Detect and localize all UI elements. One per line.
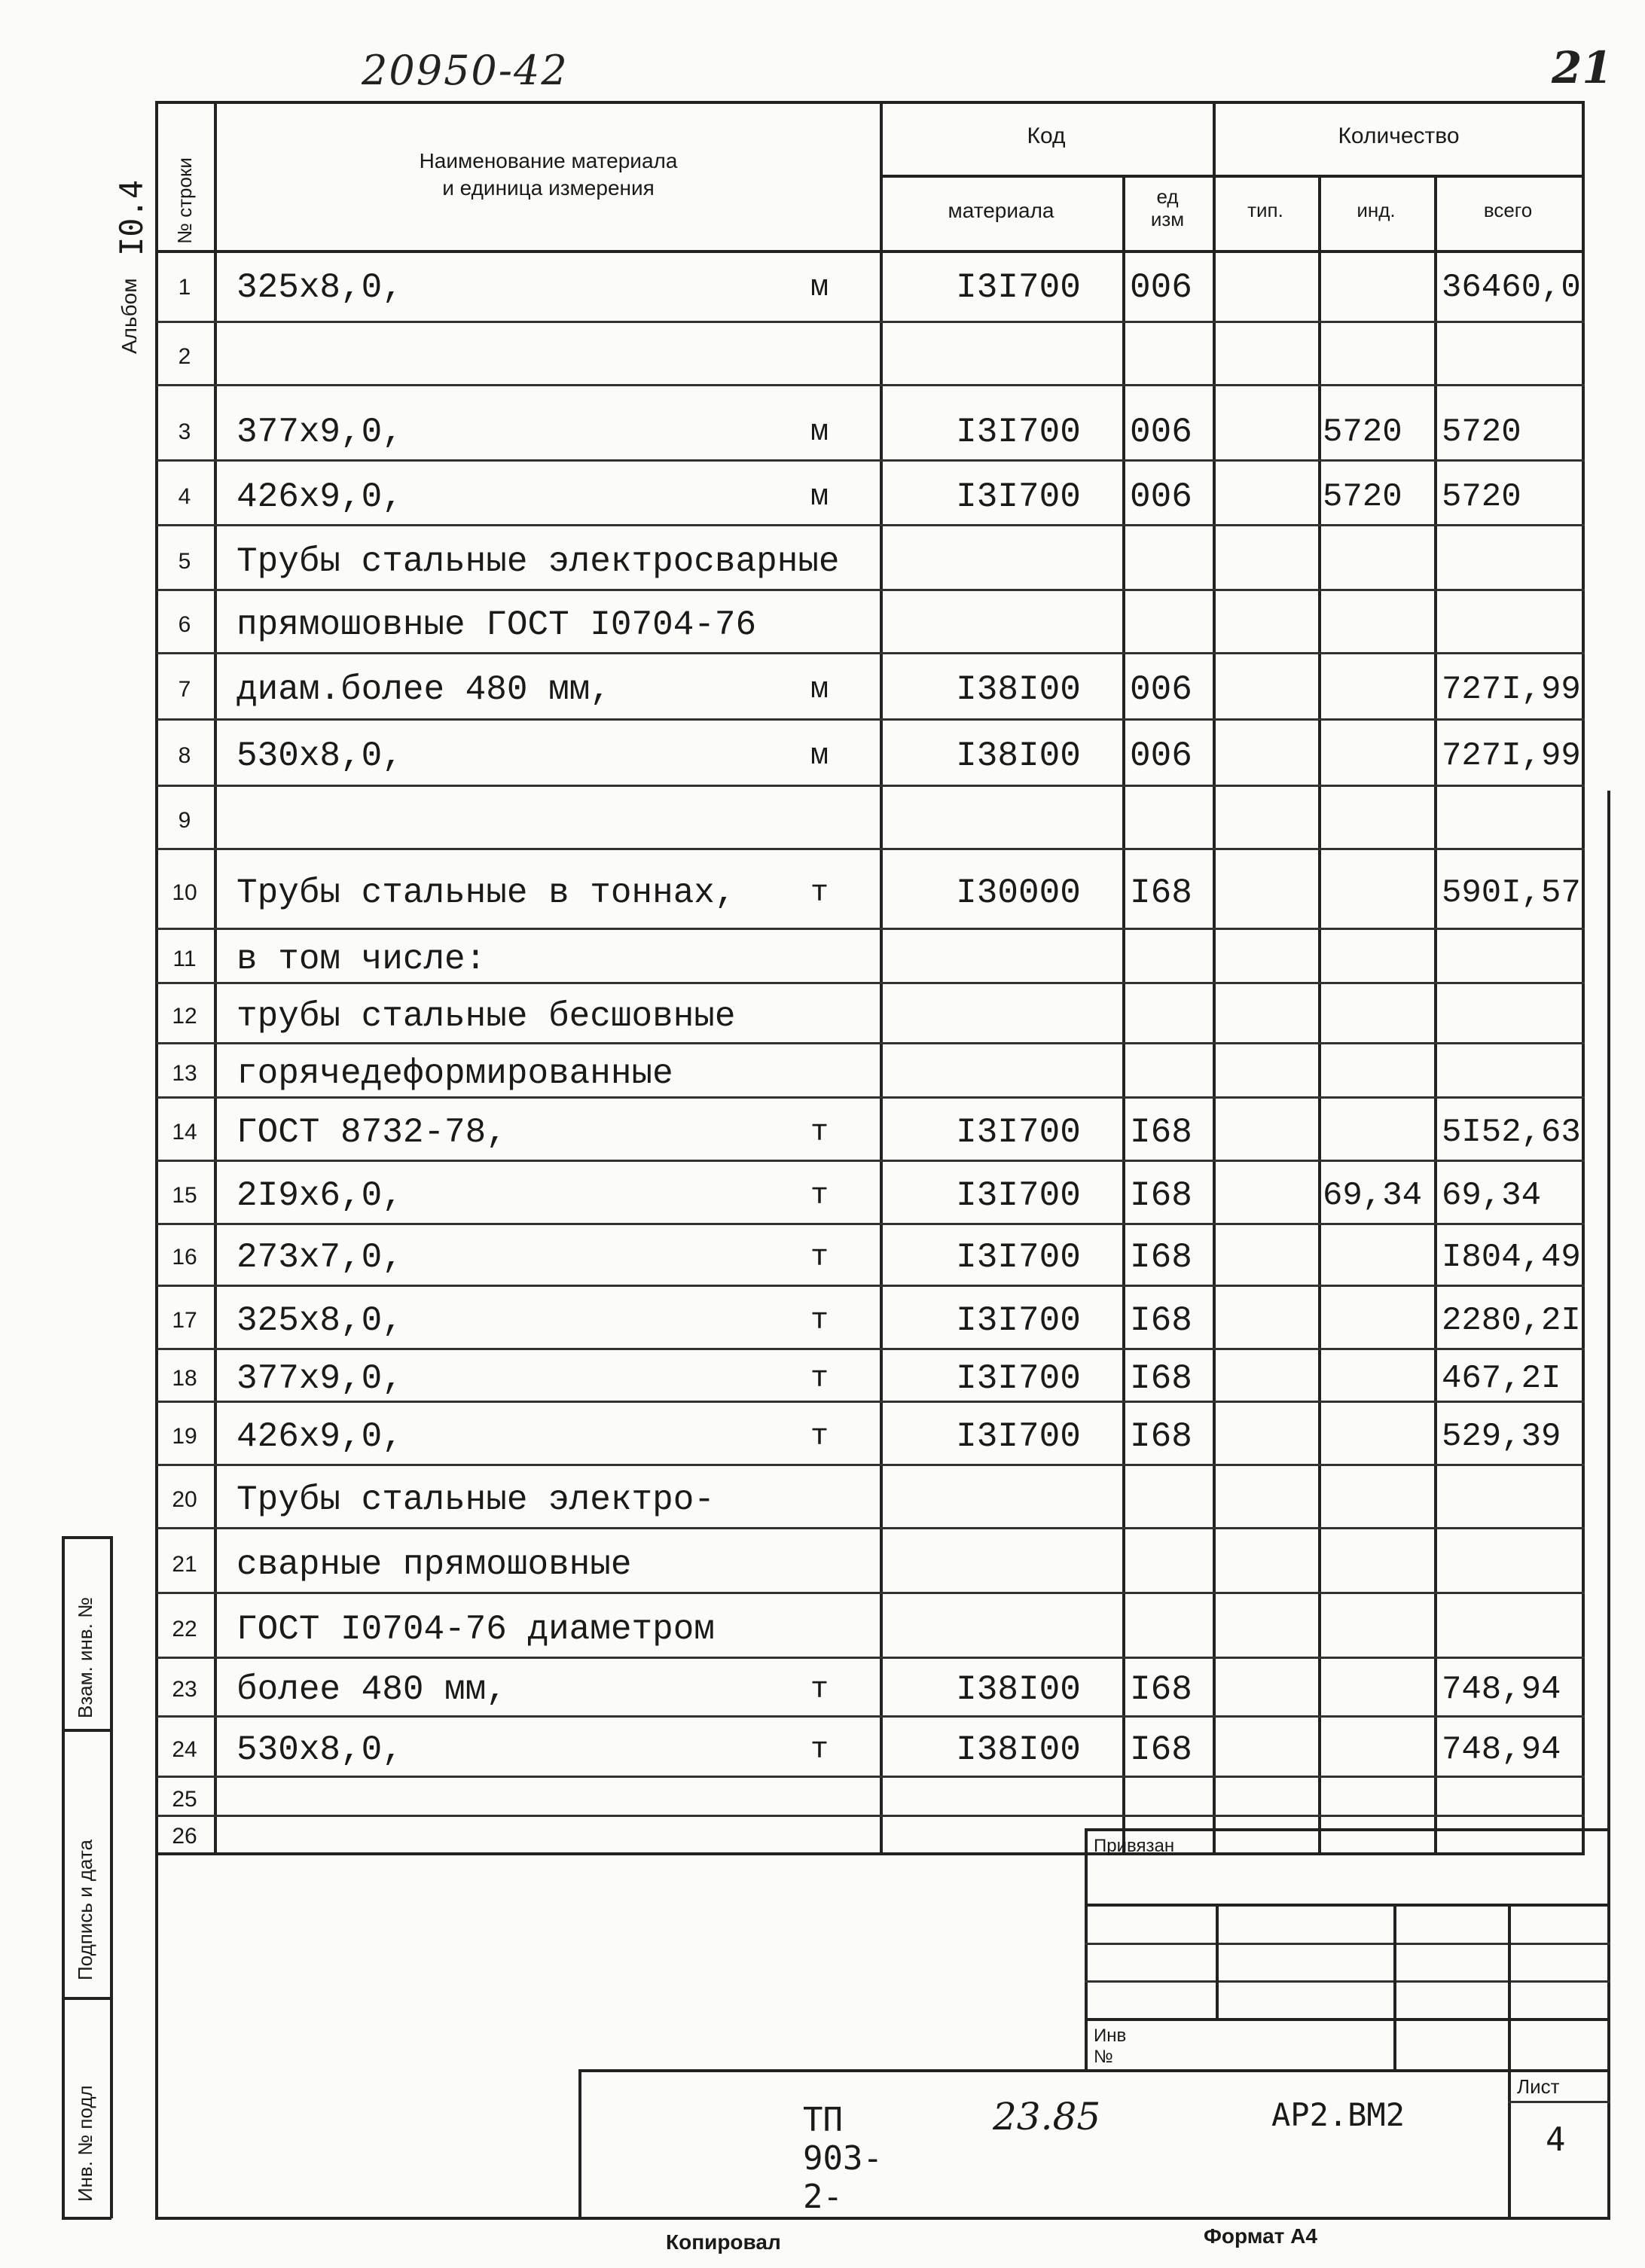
material-name: Трубы стальные в тоннах, xyxy=(237,873,736,913)
quantity-individual xyxy=(1320,1102,1434,1163)
doc-code-prefix: ТП 903-2- xyxy=(803,2101,883,2216)
table-row xyxy=(157,658,1585,721)
row-number: 7 xyxy=(178,677,191,702)
table-row xyxy=(157,251,1585,324)
quantity-individual xyxy=(1320,855,1434,931)
material-code xyxy=(913,595,1124,655)
table-row xyxy=(157,724,1585,788)
material-code xyxy=(913,1535,1124,1595)
unit xyxy=(797,1470,842,1530)
unit xyxy=(797,327,842,387)
material-name: 530х8,0, xyxy=(237,736,403,776)
unit-code: 006 xyxy=(1130,736,1192,776)
unit: т xyxy=(810,1672,829,1707)
table-row xyxy=(157,1782,1585,1818)
unit-code: 006 xyxy=(1130,670,1192,709)
table-row xyxy=(157,1048,1585,1099)
material-name: 377х9,0, xyxy=(237,413,403,452)
quantity-total xyxy=(1437,327,1589,387)
material-code xyxy=(913,1821,1124,1852)
quantity-individual: 5720 xyxy=(1323,478,1402,516)
table-row xyxy=(157,1102,1585,1163)
row-divider xyxy=(157,1592,1585,1594)
material-code xyxy=(913,532,1124,592)
row-divider xyxy=(157,384,1585,386)
material-name: 325х8,0, xyxy=(237,1301,403,1340)
row-number: 6 xyxy=(178,612,191,637)
unit-code xyxy=(1122,934,1220,985)
stamp-privyazan: Привязан xyxy=(1094,1836,1175,1856)
material-code: I38I00 xyxy=(956,736,1081,776)
material-name: горячедеформированные xyxy=(237,1054,673,1093)
margin-sign-date: Подпись и дата xyxy=(74,1839,96,1980)
quantity-total: 748,94 xyxy=(1442,1731,1561,1769)
quantity-individual xyxy=(1320,327,1434,387)
unit: т xyxy=(810,1178,829,1213)
unit: м xyxy=(810,672,829,707)
quantity-total: 727I,99 xyxy=(1442,737,1581,775)
material-name: трубы стальные бесшовные xyxy=(237,997,736,1036)
material-code: I3I700 xyxy=(956,268,1081,307)
material-code xyxy=(913,1599,1124,1660)
table-row xyxy=(157,1721,1585,1779)
quantity-individual xyxy=(1320,1048,1434,1099)
material-name xyxy=(237,791,847,851)
quantity-total: 727I,99 xyxy=(1442,671,1581,709)
table-row xyxy=(157,532,1585,592)
row-number: 3 xyxy=(178,419,191,444)
material-code: I3I700 xyxy=(956,1176,1081,1215)
material-name: Трубы стальные электросварные xyxy=(237,542,840,581)
footer-format: Формат А4 xyxy=(1204,2224,1317,2248)
quantity-individual xyxy=(1320,251,1434,324)
material-code xyxy=(913,1470,1124,1530)
table-row xyxy=(157,988,1585,1045)
unit-code xyxy=(1122,327,1220,387)
row-number: 18 xyxy=(172,1366,197,1391)
footer-copied: Копировал xyxy=(666,2230,781,2254)
stamp-inv-no: Инв № xyxy=(1094,2026,1127,2067)
quantity-individual xyxy=(1320,1354,1434,1404)
unit-code xyxy=(1122,1470,1220,1530)
table-row xyxy=(157,1227,1585,1288)
quantity-total xyxy=(1437,791,1589,851)
table-row xyxy=(157,327,1585,387)
quantity-total: 590I,57 xyxy=(1442,874,1581,912)
row-divider xyxy=(157,928,1585,930)
unit-code xyxy=(1122,595,1220,655)
unit xyxy=(797,595,842,655)
row-divider xyxy=(157,1815,1585,1817)
unit: т xyxy=(810,1419,829,1454)
unit: м xyxy=(810,739,829,773)
quantity-individual xyxy=(1320,1535,1434,1595)
quantity-individual xyxy=(1320,1821,1434,1852)
material-name: 377х9,0, xyxy=(237,1359,403,1398)
material-name: 273х7,0, xyxy=(237,1238,403,1277)
quantity-total: 5720 xyxy=(1442,413,1521,451)
quantity-total xyxy=(1437,1535,1589,1595)
quantity-individual xyxy=(1320,934,1434,985)
row-number: 2 xyxy=(178,344,191,369)
margin-inv-vzam: Взам. инв. № xyxy=(74,1596,96,1718)
sheet-code: АР2.ВМ2 xyxy=(1271,2096,1405,2133)
quantity-individual xyxy=(1320,532,1434,592)
material-code xyxy=(913,327,1124,387)
header-quantity: Количество xyxy=(1338,123,1460,148)
material-code xyxy=(913,791,1124,851)
material-code xyxy=(913,1782,1124,1818)
material-code: I3I700 xyxy=(956,1359,1081,1398)
unit-code: I68 xyxy=(1130,1301,1192,1340)
unit: м xyxy=(810,270,829,305)
archive-number: 20950-42 xyxy=(362,47,569,94)
material-code xyxy=(913,934,1124,985)
unit xyxy=(797,988,842,1045)
quantity-individual xyxy=(1320,1782,1434,1818)
unit xyxy=(797,1821,842,1852)
unit-code: I68 xyxy=(1130,1417,1192,1456)
table-row xyxy=(157,467,1585,527)
table-row xyxy=(157,1661,1585,1718)
table-row xyxy=(157,1599,1585,1660)
row-divider xyxy=(157,524,1585,526)
row-number: 10 xyxy=(172,880,197,905)
material-name xyxy=(237,327,847,387)
table-row xyxy=(157,1407,1585,1467)
table-row xyxy=(157,595,1585,655)
material-name: ГОСТ 8732-78, xyxy=(237,1113,507,1152)
unit-code: I68 xyxy=(1130,1670,1192,1709)
quantity-individual xyxy=(1320,791,1434,851)
quantity-total xyxy=(1437,1821,1589,1852)
material-name xyxy=(237,1782,847,1818)
quantity-individual xyxy=(1320,1470,1434,1530)
unit-code xyxy=(1122,988,1220,1045)
row-divider xyxy=(157,982,1585,984)
row-number: 15 xyxy=(172,1183,197,1208)
unit xyxy=(797,1535,842,1595)
row-number: 14 xyxy=(172,1120,197,1145)
header-code: Код xyxy=(1027,123,1066,148)
quantity-individual xyxy=(1320,658,1434,721)
material-code: I38I00 xyxy=(956,1670,1081,1709)
row-number: 11 xyxy=(172,947,197,971)
quantity-total: 69,34 xyxy=(1442,1177,1542,1215)
material-name: 325х8,0, xyxy=(237,268,403,307)
unit xyxy=(797,532,842,592)
unit: т xyxy=(810,876,829,910)
unit-code: I68 xyxy=(1130,1730,1192,1770)
sheet-number: 4 xyxy=(1546,2120,1566,2159)
unit-code: 006 xyxy=(1130,413,1192,452)
quantity-individual xyxy=(1320,595,1434,655)
row-divider xyxy=(157,652,1585,654)
row-divider xyxy=(157,1401,1585,1403)
quantity-total xyxy=(1437,988,1589,1045)
margin-inv-podl: Инв. № подл xyxy=(74,2085,96,2202)
row-divider xyxy=(157,589,1585,591)
unit-code: I68 xyxy=(1130,1359,1192,1398)
material-code: I38I00 xyxy=(956,1730,1081,1770)
unit-code xyxy=(1122,791,1220,851)
row-divider xyxy=(157,848,1585,850)
row-divider xyxy=(157,1223,1585,1225)
table-row xyxy=(157,1291,1585,1351)
row-number: 13 xyxy=(172,1061,197,1086)
quantity-individual xyxy=(1320,724,1434,788)
unit-code xyxy=(1122,1599,1220,1660)
table-row xyxy=(157,855,1585,931)
material-code xyxy=(913,1048,1124,1099)
row-divider xyxy=(157,1527,1585,1529)
quantity-individual xyxy=(1320,1599,1434,1660)
quantity-total xyxy=(1437,1470,1589,1530)
row-number: 21 xyxy=(172,1552,197,1577)
quantity-total: 529,39 xyxy=(1442,1418,1561,1456)
material-name: диам.более 480 мм, xyxy=(237,670,611,709)
row-number: 16 xyxy=(172,1245,197,1270)
row-divider xyxy=(157,1042,1585,1044)
row-divider xyxy=(157,1096,1585,1099)
quantity-individual xyxy=(1320,988,1434,1045)
unit: т xyxy=(810,1240,829,1275)
material-name: прямошовные ГОСТ I0704-76 xyxy=(237,605,757,645)
unit xyxy=(797,1782,842,1818)
material-name: 426х9,0, xyxy=(237,477,403,517)
quantity-total: 2280,2I xyxy=(1442,1302,1581,1340)
unit-code xyxy=(1122,1535,1220,1595)
row-divider xyxy=(157,1348,1585,1350)
quantity-individual xyxy=(1320,1291,1434,1351)
table-row xyxy=(157,1470,1585,1530)
material-code: I3I700 xyxy=(956,477,1081,517)
quantity-individual xyxy=(1320,1407,1434,1467)
header-name: Наименование материала и единица измерения xyxy=(419,149,678,200)
unit-code: 006 xyxy=(1130,268,1192,307)
quantity-total xyxy=(1437,1599,1589,1660)
unit: т xyxy=(810,1303,829,1338)
row-number: 23 xyxy=(172,1677,197,1702)
material-name: 426х9,0, xyxy=(237,1417,403,1456)
material-code: I38I00 xyxy=(956,670,1081,709)
quantity-total xyxy=(1437,532,1589,592)
unit-code xyxy=(1122,532,1220,592)
header-code-material: материала xyxy=(948,199,1054,222)
unit: м xyxy=(810,480,829,514)
quantity-total: 5I52,63 xyxy=(1442,1114,1581,1151)
row-number: 12 xyxy=(172,1004,197,1029)
table-row xyxy=(157,402,1585,462)
unit: т xyxy=(810,1361,829,1396)
row-divider xyxy=(157,785,1585,787)
sheet-label: Лист xyxy=(1517,2075,1560,2098)
row-divider xyxy=(157,1464,1585,1466)
row-number: 20 xyxy=(172,1487,197,1512)
header-row-no: № строки xyxy=(173,157,196,244)
page-number: 21 xyxy=(1552,42,1613,93)
table-row xyxy=(157,791,1585,851)
row-number: 25 xyxy=(172,1787,197,1812)
unit xyxy=(797,1599,842,1660)
row-divider xyxy=(157,1285,1585,1287)
material-name: в том числе: xyxy=(237,940,487,979)
album-number: I0.4 xyxy=(113,179,150,256)
quantity-total: 36460,0 xyxy=(1442,269,1581,306)
unit-code: I68 xyxy=(1130,1238,1192,1277)
header-qty-ind: инд. xyxy=(1357,199,1396,221)
table-row xyxy=(157,934,1585,985)
album-label: Альбом xyxy=(118,278,141,354)
unit xyxy=(797,791,842,851)
row-number: 5 xyxy=(178,549,191,574)
material-code: I30000 xyxy=(956,873,1081,913)
unit-code: I68 xyxy=(1130,1113,1192,1152)
header-qty-typ: тип. xyxy=(1247,199,1283,221)
unit-code xyxy=(1122,1048,1220,1099)
material-name: Трубы стальные электро- xyxy=(237,1480,715,1520)
material-code: I3I700 xyxy=(956,1301,1081,1340)
quantity-total xyxy=(1437,1782,1589,1818)
material-name: 530х8,0, xyxy=(237,1730,403,1770)
row-number: 24 xyxy=(172,1737,197,1762)
header-code-unit: ед изм xyxy=(1150,185,1185,230)
row-divider xyxy=(157,321,1585,323)
row-number: 26 xyxy=(172,1824,197,1849)
table-row xyxy=(157,1354,1585,1404)
header-qty-total: всего xyxy=(1483,199,1533,221)
quantity-total xyxy=(1437,595,1589,655)
material-code: I3I700 xyxy=(956,1113,1081,1152)
material-code xyxy=(913,988,1124,1045)
unit-code xyxy=(1122,1782,1220,1818)
quantity-individual: 5720 xyxy=(1323,413,1402,451)
material-code: I3I700 xyxy=(956,1238,1081,1277)
table-row xyxy=(157,1535,1585,1595)
material-name: 2I9х6,0, xyxy=(237,1176,403,1215)
quantity-total: 748,94 xyxy=(1442,1671,1561,1709)
doc-code-suffix: 23.85 xyxy=(993,2095,1101,2138)
table-row xyxy=(157,1821,1585,1852)
unit xyxy=(797,1048,842,1099)
quantity-total xyxy=(1437,1048,1589,1099)
quantity-individual xyxy=(1320,1227,1434,1288)
unit-code: I68 xyxy=(1130,1176,1192,1215)
row-number: 17 xyxy=(172,1308,197,1333)
table-row xyxy=(157,1166,1585,1226)
row-divider xyxy=(157,1776,1585,1778)
unit: м xyxy=(810,415,829,450)
unit-code: 006 xyxy=(1130,477,1192,517)
material-name: сварные прямошовные xyxy=(237,1545,632,1584)
unit xyxy=(797,934,842,985)
quantity-total: 5720 xyxy=(1442,478,1521,516)
row-number: 1 xyxy=(178,275,191,300)
row-number: 8 xyxy=(178,743,191,768)
row-divider xyxy=(157,718,1585,721)
material-name: более 480 мм, xyxy=(237,1670,507,1709)
row-divider xyxy=(157,1715,1585,1718)
row-number: 19 xyxy=(172,1424,197,1449)
unit-code: I68 xyxy=(1130,873,1192,913)
row-number: 4 xyxy=(178,484,191,509)
unit: т xyxy=(810,1115,829,1150)
row-number: 22 xyxy=(172,1617,197,1642)
material-code: I3I700 xyxy=(956,1417,1081,1456)
material-code: I3I700 xyxy=(956,413,1081,452)
quantity-total xyxy=(1437,934,1589,985)
row-divider xyxy=(157,1160,1585,1162)
material-name: ГОСТ I0704-76 диаметром xyxy=(237,1610,715,1649)
row-divider xyxy=(157,1657,1585,1659)
quantity-individual xyxy=(1320,1721,1434,1779)
quantity-individual: 69,34 xyxy=(1323,1177,1423,1215)
material-name xyxy=(237,1821,847,1852)
row-divider xyxy=(157,459,1585,462)
unit: т xyxy=(810,1733,829,1767)
quantity-total: 467,2I xyxy=(1442,1360,1561,1398)
row-number: 9 xyxy=(178,808,191,833)
quantity-total: I804,49 xyxy=(1442,1239,1581,1276)
quantity-individual xyxy=(1320,1661,1434,1718)
